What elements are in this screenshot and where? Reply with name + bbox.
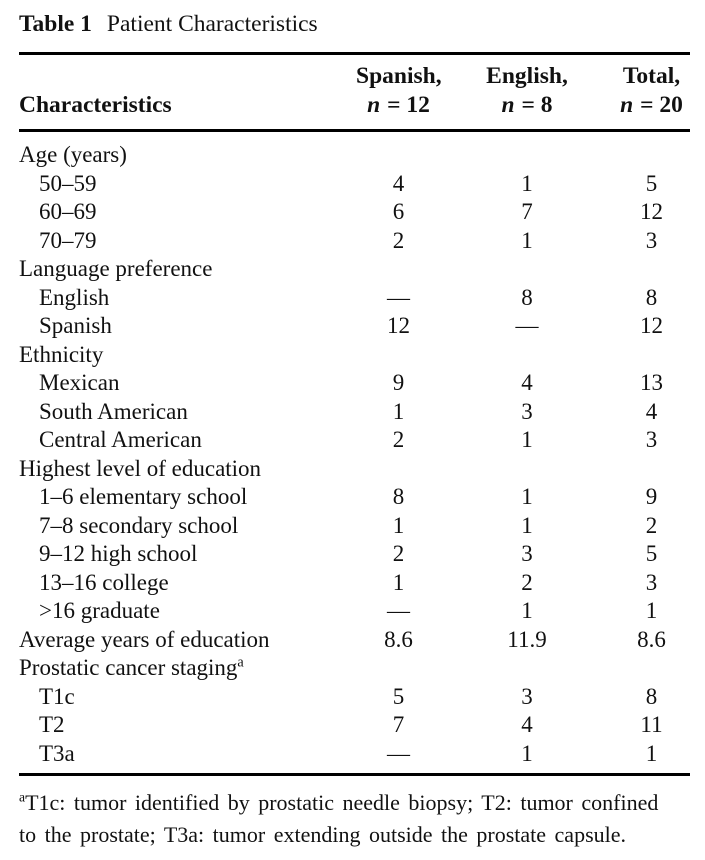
row-value: 9 (645, 484, 658, 509)
row-value: 3 (645, 227, 658, 253)
row-value: 12 (640, 199, 663, 224)
row-label: Age (years) (19, 142, 127, 167)
row-value: 4 (521, 712, 533, 737)
row-value (356, 255, 441, 284)
table-title-text: Patient Characteristics (106, 11, 318, 37)
table-row (19, 654, 690, 683)
row-label: Highest level of education (19, 455, 262, 481)
header-row (19, 54, 690, 131)
patient-characteristics-table (19, 52, 690, 776)
column-header-spanish (356, 54, 441, 131)
row-value: 3 (521, 541, 533, 566)
row-value (613, 255, 690, 284)
table-body (19, 131, 690, 775)
row-value (441, 455, 613, 484)
column-header-characteristics: Characteristics (19, 54, 356, 131)
row-value (441, 131, 613, 170)
table-row (19, 683, 690, 712)
row-value: 8 (521, 284, 533, 310)
row-value: 1 (521, 598, 533, 623)
row-label: English (39, 284, 110, 310)
row-value: 1 (392, 398, 405, 424)
table-row (19, 312, 690, 341)
row-value: 2 (392, 427, 405, 452)
column-header-english-label: English, (486, 63, 568, 89)
row-value: 8 (645, 683, 658, 709)
row-value: 8 (392, 484, 405, 509)
table-number: Table 1 (19, 11, 92, 37)
row-label: 9–12 high school (39, 541, 198, 566)
row-value: 5 (392, 683, 405, 709)
table-row (19, 455, 690, 484)
row-value (613, 131, 690, 170)
row-label: Average years of education (19, 626, 270, 652)
row-value: 1 (521, 170, 533, 196)
row-value: — (387, 740, 410, 766)
row-value: 1 (645, 598, 658, 623)
row-value: — (515, 313, 539, 338)
row-value: 11.9 (507, 626, 547, 652)
row-value: 7 (521, 199, 533, 224)
table-row (19, 540, 690, 569)
row-value: 13 (640, 370, 663, 395)
row-value: 3 (645, 569, 658, 595)
table-row (19, 483, 690, 512)
row-value: 2 (392, 541, 405, 566)
row-value: 1 (521, 427, 533, 452)
column-header-spanish-n: n = 12 (367, 92, 430, 118)
table-row (19, 426, 690, 455)
row-label: 13–16 college (39, 569, 169, 595)
row-label: South American (39, 398, 188, 424)
row-value: 8 (645, 284, 658, 310)
table-row (19, 284, 690, 313)
row-value: 1 (392, 569, 405, 595)
table-row (19, 198, 690, 227)
row-value (613, 654, 690, 683)
row-label: T1c (39, 683, 75, 709)
footnote-marker: a (19, 789, 26, 805)
row-value: 3 (645, 427, 658, 452)
row-value: 6 (392, 199, 405, 224)
table-row (19, 711, 690, 740)
row-label: 7–8 secondary school (39, 512, 239, 538)
table-row (19, 740, 690, 775)
table-row (19, 398, 690, 427)
footnote-line-1: $^a$T1c: tumor identified by prostatic needle biopsy; T2: tumor confined (19, 789, 659, 815)
row-value (441, 255, 613, 284)
table-footnote (19, 787, 699, 850)
column-header-total (613, 54, 690, 131)
row-value: 5 (645, 541, 658, 566)
row-value: — (387, 598, 410, 623)
table-row (19, 569, 690, 598)
row-value: 2 (392, 227, 405, 253)
row-value: 12 (640, 313, 663, 338)
row-label: Ethnicity (19, 341, 104, 367)
row-label: Spanish (39, 313, 112, 338)
row-label: Prostatic cancer staging$^a$ (19, 654, 244, 680)
column-header-english (441, 54, 613, 131)
row-value: 7 (392, 712, 405, 737)
row-label: Language preference (19, 256, 213, 281)
row-label: Mexican (39, 370, 120, 395)
table-row (19, 170, 690, 199)
table-row (19, 512, 690, 541)
table-row (19, 227, 690, 256)
row-value: 4 (645, 398, 658, 424)
row-value (356, 341, 441, 370)
row-value (613, 455, 690, 484)
row-value (356, 455, 441, 484)
row-label: T3a (39, 740, 75, 766)
row-value: 1 (392, 512, 405, 538)
row-value: 1 (645, 740, 658, 766)
table-row (19, 626, 690, 655)
table-row (19, 341, 690, 370)
row-value: 2 (521, 569, 533, 595)
row-value: 1 (521, 484, 533, 509)
row-label: 60–69 (39, 199, 97, 224)
row-value (356, 131, 441, 170)
row-label: >16 graduate (39, 598, 160, 623)
column-header-total-n: n = 20 (620, 92, 683, 118)
row-value: 9 (392, 370, 405, 395)
footnote-line-2: to the prostate; T3a: tumor extending outside the prostate capsule. (19, 821, 627, 847)
row-label: 70–79 (39, 227, 97, 253)
row-value: 12 (387, 313, 410, 338)
table-row (19, 597, 690, 626)
row-label: 1–6 elementary school (39, 484, 248, 509)
row-value: 3 (521, 683, 533, 709)
row-value: 1 (521, 227, 533, 253)
row-value: 5 (645, 170, 658, 196)
table-row (19, 131, 690, 170)
row-value: 1 (521, 512, 533, 538)
row-value: — (387, 284, 410, 310)
row-value (613, 341, 690, 370)
row-label: 50–59 (39, 170, 97, 196)
row-value (441, 654, 613, 683)
column-header-total-label: Total, (622, 63, 681, 89)
row-label: T2 (39, 712, 65, 737)
row-value: 8.6 (384, 626, 413, 652)
table-caption (19, 10, 318, 38)
row-value (441, 341, 613, 370)
table-row (19, 369, 690, 398)
column-header-spanish-label: Spanish, (356, 63, 442, 89)
row-value: 1 (521, 740, 533, 766)
row-value: 2 (645, 512, 658, 538)
row-value: 8.6 (637, 626, 666, 652)
footnote-marker-ref: a (237, 654, 244, 671)
row-value: 4 (521, 370, 533, 395)
table-row (19, 255, 690, 284)
row-value: 11 (640, 712, 663, 737)
column-header-english-n: n = 8 (501, 92, 553, 118)
row-value: 3 (521, 398, 533, 424)
row-label: Central American (39, 427, 202, 452)
row-value (356, 654, 441, 683)
row-value: 4 (392, 170, 405, 196)
